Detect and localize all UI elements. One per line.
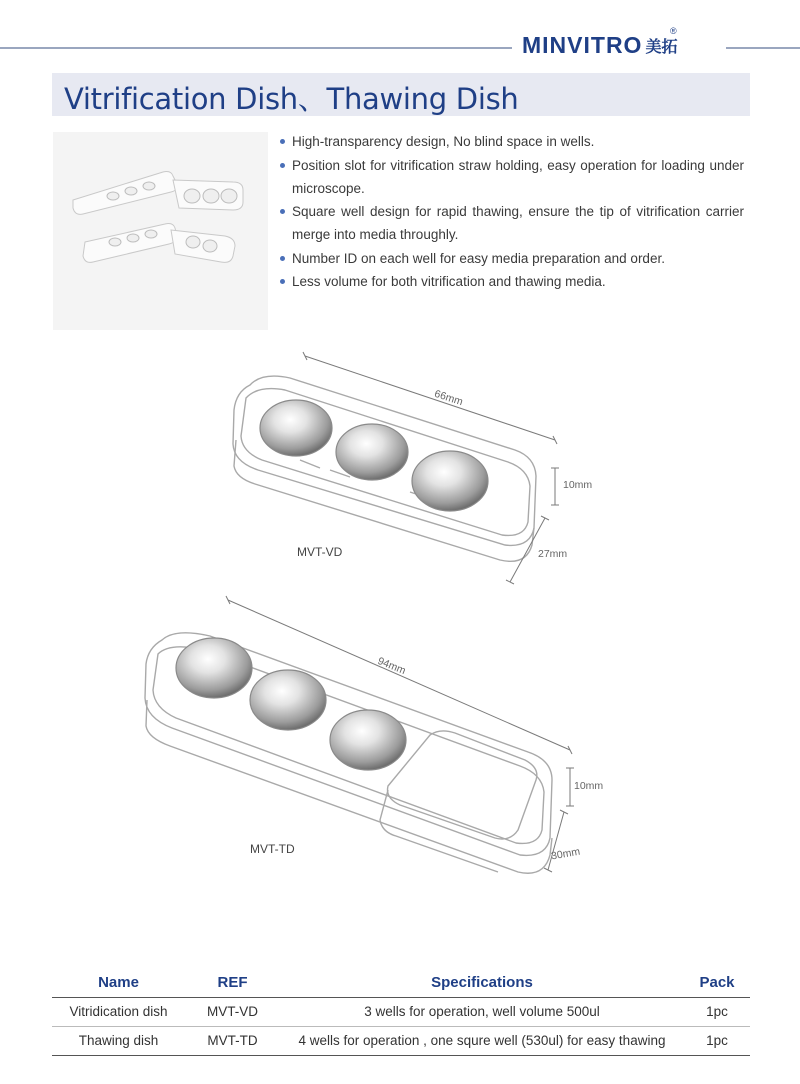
table-row xyxy=(52,1026,750,1055)
vd-length-label: 66mm xyxy=(432,387,465,409)
td-length-label: 94mm xyxy=(375,654,408,678)
page-title: Vitrification Dish、Thawing Dish xyxy=(64,82,519,116)
thumbnail-image xyxy=(53,132,268,330)
brand-name-cn: 美拓 xyxy=(645,36,678,56)
vd-height-label: 10mm xyxy=(563,479,593,491)
vd-width-label: 27mm xyxy=(538,548,568,560)
table-header-row xyxy=(52,968,750,997)
vd-wells xyxy=(260,400,488,511)
col-header-ref: REF xyxy=(185,968,280,997)
feature-list xyxy=(278,130,744,294)
title-bar xyxy=(52,73,750,116)
well xyxy=(250,670,326,730)
well xyxy=(176,638,252,698)
col-header-pack: Pack xyxy=(684,968,750,997)
feature-item: Number ID on each well for easy media preparation and order. xyxy=(278,247,744,270)
well xyxy=(330,710,406,770)
header-rule-right xyxy=(726,47,800,49)
header-rule-left xyxy=(0,47,512,49)
vitrification-dish-drawing xyxy=(233,352,559,584)
cell-ref: MVT-VD xyxy=(185,997,280,1026)
registered-mark: ® xyxy=(670,26,677,36)
spec-table xyxy=(52,968,750,1056)
cell-name: Vitridication dish xyxy=(52,997,185,1026)
col-header-spec: Specifications xyxy=(280,968,684,997)
td-height-label: 10mm xyxy=(574,780,604,792)
table-row xyxy=(52,997,750,1026)
feature-item: Square well design for rapid thawing, ensure the tip of vitrification carrier merge into media throughly. xyxy=(278,200,744,246)
cell-name: Thawing dish xyxy=(52,1026,185,1055)
well xyxy=(412,451,488,511)
cell-pack: 1pc xyxy=(684,1026,750,1055)
td-model-label: MVT-TD xyxy=(250,842,295,856)
vd-model-label: MVT-VD xyxy=(297,545,343,559)
td-dimension-lines xyxy=(226,596,574,872)
well xyxy=(260,400,332,456)
well xyxy=(336,424,408,480)
cell-pack: 1pc xyxy=(684,997,750,1026)
feature-item: Less volume for both vitrification and thawing media. xyxy=(278,270,744,293)
cell-spec: 4 wells for operation , one squre well (530ul) for easy thawing xyxy=(280,1026,684,1055)
td-width-label: 30mm xyxy=(550,845,582,863)
col-header-name: Name xyxy=(52,968,185,997)
brand-logo xyxy=(522,26,678,60)
cell-ref: MVT-TD xyxy=(185,1026,280,1055)
brand-name: MINVITRO xyxy=(522,31,643,58)
cell-spec: 3 wells for operation, well volume 500ul xyxy=(280,997,684,1026)
feature-item: Position slot for vitrification straw holding, easy operation for loading under microscope. xyxy=(278,154,744,200)
product-thumbnail xyxy=(53,132,268,330)
td-wells xyxy=(176,638,406,770)
feature-item: High-transparency design, No blind space in wells. xyxy=(278,130,744,153)
thawing-dish-drawing xyxy=(145,596,574,873)
